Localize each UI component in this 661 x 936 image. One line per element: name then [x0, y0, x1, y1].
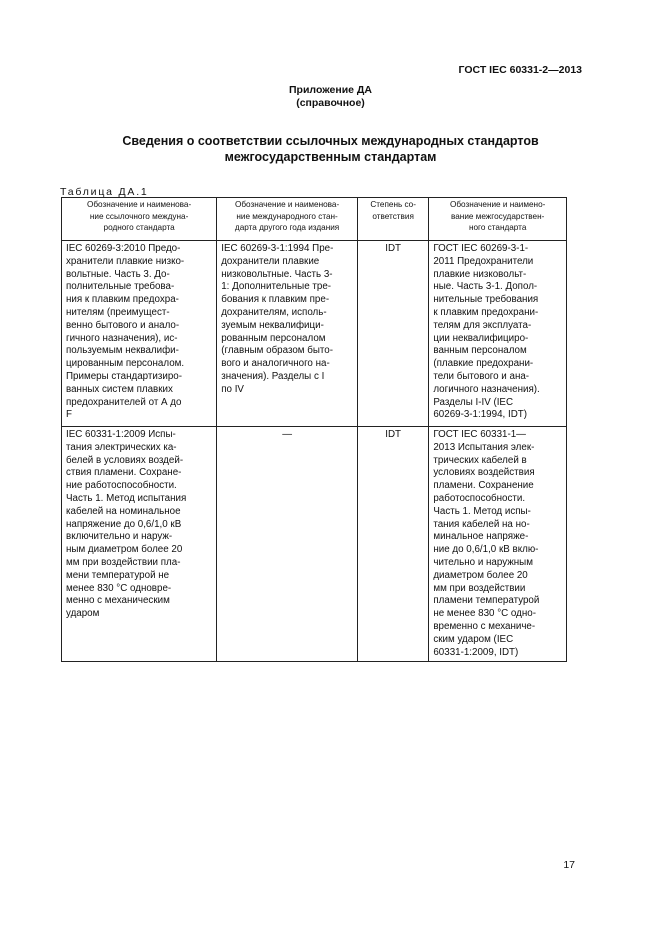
page-title-line-1: Сведения о соответствии ссылочных международных стандартов	[122, 134, 539, 148]
header-referenced-standard: Обозначение и наименова- ние ссылочного междуна- родного стандарта	[62, 198, 217, 241]
table-cell: IDT	[357, 427, 428, 662]
table-cell: ГОСТ IEC 60269-3-1- 2011 Предохранители плавкие низковольт- ные. Часть 3-1. Допол- нительные требования к плавким предохрани- телям для эксплуата- ции неквалифициро- ванным персоналом (плавкие предохрани- тели бытового и ана- логичного назначения). Разделы I-IV (IEC 60269-3-1:1994, IDT)	[429, 241, 567, 427]
table-cell: IEC 60269-3-1:1994 Пре- дохранители плавкие низковольтные. Часть 3- 1: Дополнительные тре- бования к плавким пре- дохранителям, исполь- зуемым неквалифици- рованным персоналом (главным образом быто- вого и аналогичного на- значения). Разделы с I по IV	[217, 241, 358, 427]
page-number: 17	[563, 859, 575, 871]
table-cell: —	[217, 427, 358, 662]
document-code: ГОСТ IEC 60331-2—2013	[458, 64, 582, 76]
annex-subtitle: (справочное)	[296, 97, 365, 109]
header-other-year-standard: Обозначение и наименова- ние международного стан- дарта другого года издания	[217, 198, 358, 241]
table-cell: ГОСТ IEC 60331-1— 2013 Испытания элек- трических кабелей в условиях воздействия пламени. Сохранение работоспособности. Часть 1. Метод испы- тания кабелей на но- минальное напряже- ние до 0,6/1,0 кВ вклю- чительно и наружным диаметром более 20 мм при воздействии пламени температурой не менее 830 °С одно- временно с механиче- ским ударом (IEC 60331-1:2009, IDT)	[429, 427, 567, 662]
table-cell: IEC 60269-3:2010 Предо- хранители плавкие низко- вольтные. Часть 3. До- полнительные требова- ния к плавким предохра- нителям (преимущест- венно бытового и анало- гичного назначения), ис- пользуемым неквалифи- цированным персоналом. Примеры стандартизиро- ванных систем плавких предохранителей от А до F	[62, 241, 217, 427]
page-title-line-2: межгосударственным стандартам	[224, 150, 437, 164]
standards-table	[61, 197, 567, 662]
header-degree-of-compliance: Степень со- ответствия	[357, 198, 428, 241]
table-cell: IDT	[357, 241, 428, 427]
table-row	[62, 427, 567, 662]
table-header-row	[62, 198, 567, 241]
page-title	[0, 133, 661, 165]
table-caption: Таблица ДА.1	[60, 186, 149, 198]
header-interstate-standard: Обозначение и наимено- вание межгосударствен- ного стандарта	[429, 198, 567, 241]
annex-title: Приложение ДА	[289, 84, 372, 96]
table-cell: IEC 60331-1:2009 Испы- тания электрических ка- белей в условиях воздей- ствия пламени. Сохране- ние работоспособности. Часть 1. Метод испытания кабелей на номинальное напряжение до 0,6/1,0 кВ включительно и наруж- ным диаметром более 20 мм при воздействии пла- мени температурой не менее 830 °С одновре- менно с механическим ударом	[62, 427, 217, 662]
table-row	[62, 241, 567, 427]
